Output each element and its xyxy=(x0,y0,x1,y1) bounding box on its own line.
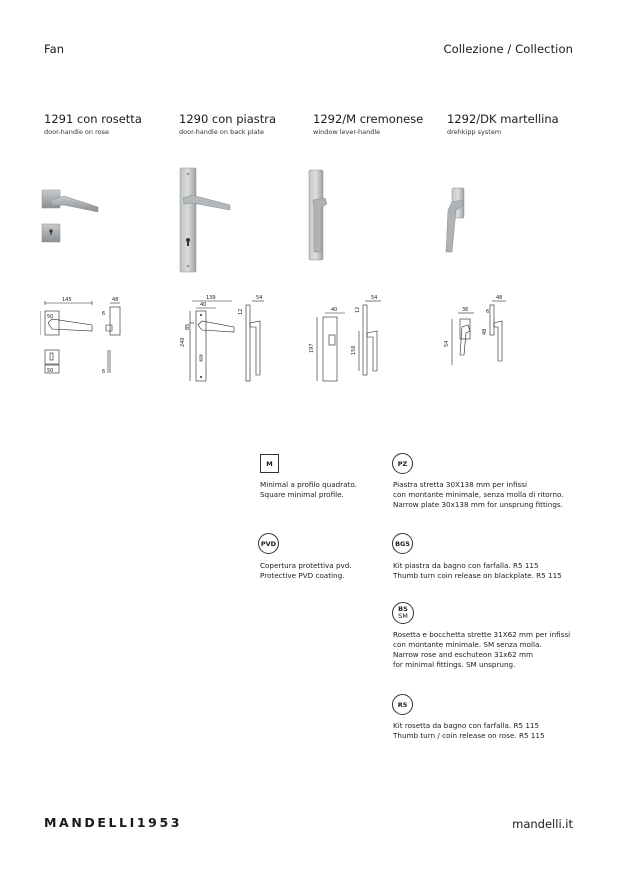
svg-text:145: 145 xyxy=(62,297,72,303)
svg-text:197: 197 xyxy=(309,343,315,353)
svg-text:156: 156 xyxy=(351,345,357,355)
svg-text:6: 6 xyxy=(486,309,490,315)
svg-text:54: 54 xyxy=(444,340,450,347)
minimal-profile-description: Minimal a profilo quadrato. Square minimal profile. xyxy=(260,480,357,499)
rose-technical-drawing xyxy=(40,295,130,385)
product-subtitle-1291: door-handle on rose xyxy=(44,128,109,136)
narrow-plate-description: Piastra stretta 30X138 mm per infissi con montante minimale, senza molla di ritorno. Narrow plate 30x138 mm for unsprung fittings. xyxy=(393,480,564,509)
narrow-plate-badge: PZ xyxy=(392,453,413,474)
svg-text:50: 50 xyxy=(47,368,54,374)
svg-text:54: 54 xyxy=(256,295,263,301)
pvd-coating-description: Copertura protettiva pvd. Protective PVD coating. xyxy=(260,561,352,580)
svg-text:48: 48 xyxy=(112,297,119,303)
product-title-1290: 1290 con piastra xyxy=(179,112,277,126)
svg-text:48: 48 xyxy=(482,328,488,335)
svg-text:6: 6 xyxy=(102,369,106,375)
product-subtitle-1290: door-handle on back plate xyxy=(179,128,265,136)
svg-text:12: 12 xyxy=(355,306,361,313)
drehkipp-handle-image xyxy=(440,160,480,280)
product-title-1292m: 1292/M cremonese xyxy=(313,112,424,126)
bathroom-rose-kit-badge: R5 xyxy=(392,694,413,715)
svg-text:50: 50 xyxy=(47,314,54,320)
handle-on-rose-image xyxy=(38,160,108,280)
brand-logo: MANDELLI1953 xyxy=(44,815,183,830)
svg-text:139: 139 xyxy=(206,295,216,301)
bathroom-rose-kit-description: Kit rosetta da bagno con farfalla. R5 115 Thumb turn / coin release on rose. R5 115 xyxy=(393,721,545,740)
narrow-rose-escutcheon-description: Rosetta e bocchetta strette 31X62 mm per infissi con montante minimale. SM senza molla. Narrow rose and eschuteon 31x62 mm for minimal fittings. SM unsprung. xyxy=(393,630,571,669)
svg-text:85: 85 xyxy=(185,323,191,330)
svg-text:36: 36 xyxy=(462,307,469,313)
plate-technical-drawing xyxy=(172,295,272,385)
svg-text:40: 40 xyxy=(331,307,338,313)
product-subtitle-1292dk: drehkipp system xyxy=(447,128,502,136)
section-label: Fan xyxy=(44,42,65,56)
pvd-coating-badge: PVD xyxy=(258,533,279,554)
badge-top-text: BS xyxy=(398,605,408,613)
svg-text:48: 48 xyxy=(496,295,503,301)
product-subtitle-1292m: window lever-handle xyxy=(313,128,381,136)
svg-text:12: 12 xyxy=(238,308,244,315)
bathroom-plate-kit-badge: BG5 xyxy=(392,533,413,554)
svg-text:40: 40 xyxy=(200,302,207,308)
product-title-1292dk: 1292/DK martellina xyxy=(447,112,559,126)
window-technical-drawing xyxy=(305,295,395,385)
drehkipp-technical-drawing xyxy=(440,295,530,385)
minimal-profile-badge: M xyxy=(260,454,279,473)
svg-text:54: 54 xyxy=(371,295,378,301)
website-link[interactable]: mandelli.it xyxy=(512,817,573,831)
bathroom-plate-kit-description: Kit piastra da bagno con farfalla. R5 115 Thumb turn coin release on blackplate. R5 115 xyxy=(393,561,562,580)
window-handle-image xyxy=(303,160,343,280)
svg-text:240: 240 xyxy=(180,337,186,347)
narrow-rose-escutcheon-badge xyxy=(392,602,414,624)
svg-text:6: 6 xyxy=(102,311,106,317)
badge-bottom-text: SM xyxy=(398,612,408,620)
collection-label: Collezione / Collection xyxy=(443,42,573,56)
product-title-1291: 1291 con rosetta xyxy=(44,112,142,126)
handle-on-backplate-image xyxy=(172,160,242,280)
